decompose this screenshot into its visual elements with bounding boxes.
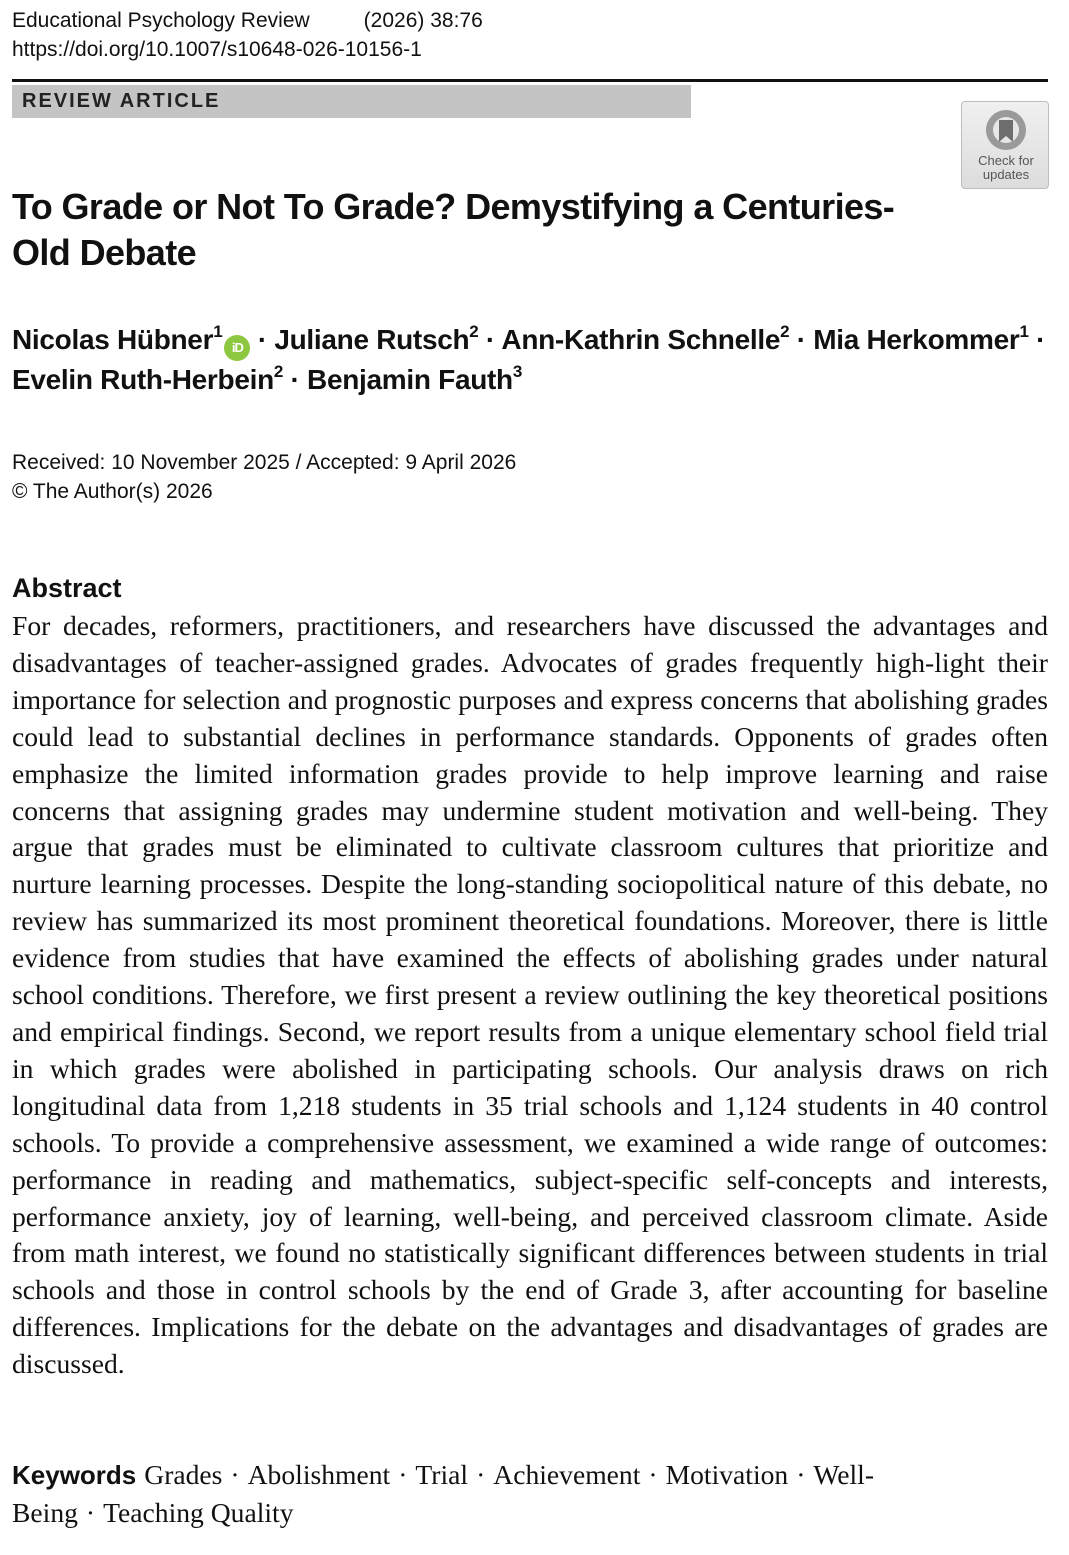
check-for-updates-button[interactable] [961, 101, 1049, 189]
author-name: Evelin Ruth-Herbein [12, 364, 274, 395]
keyword: Teaching Quality [103, 1497, 294, 1528]
keyword-separator: · [476, 1459, 486, 1490]
crossmark-label: Check for updates [978, 153, 1034, 182]
journal-header [12, 8, 483, 34]
article-title: To Grade or Not To Grade? Demystifying a Centuries-Old Debate [12, 186, 895, 273]
author[interactable] [813, 324, 1028, 355]
author-affiliation: 2 [469, 322, 479, 341]
author-separator: · [250, 324, 275, 355]
author-separator: · [1028, 324, 1046, 355]
author[interactable] [307, 364, 522, 395]
keywords-section [12, 1456, 1012, 1531]
keywords-label: Keywords [12, 1460, 137, 1490]
author-affiliation: 1 [1019, 322, 1029, 341]
keyword-separator: · [230, 1459, 240, 1490]
author-affiliation: 2 [780, 322, 790, 341]
author-name: Ann-Kathrin Schnelle [501, 324, 781, 355]
author-list [12, 321, 1062, 399]
author-name: Nicolas Hübner [12, 324, 214, 355]
keyword-separator: · [85, 1497, 96, 1528]
author-separator: · [283, 364, 308, 395]
copyright-notice: © The Author(s) 2026 [12, 480, 213, 503]
author-name: Benjamin Fauth [307, 364, 513, 395]
author-affiliation: 2 [273, 362, 284, 381]
author-name: Mia Herkommer [813, 324, 1020, 355]
keyword: Trial [415, 1459, 469, 1490]
keyword: Achievement [493, 1459, 641, 1490]
keyword: Grades [144, 1459, 223, 1490]
publication-dates [12, 448, 516, 506]
orcid-icon[interactable]: iD [224, 335, 250, 361]
header-rule [12, 79, 1048, 82]
author-affiliation: 3 [512, 362, 523, 381]
volume-info: (2026) 38:76 [363, 9, 483, 32]
keyword: Abolishment [247, 1459, 391, 1490]
author[interactable] [12, 364, 283, 395]
article-type-banner: REVIEW ARTICLE [12, 85, 691, 118]
crossmark-icon [980, 106, 1032, 154]
keyword-separator: · [796, 1459, 806, 1490]
journal-name: Educational Psychology Review [12, 9, 310, 32]
keywords-list [12, 1459, 874, 1528]
author-separator: · [789, 324, 814, 355]
author-name: Juliane Rutsch [274, 324, 470, 355]
author[interactable] [12, 324, 250, 355]
author-affiliation: 1 [213, 322, 223, 341]
keyword: Well-Being [12, 1459, 875, 1528]
author[interactable] [274, 324, 478, 355]
keyword-separator: · [398, 1459, 408, 1490]
received-accepted-date: Received: 10 November 2025 / Accepted: 9 April 2026 [12, 451, 517, 474]
abstract-text: For decades, reformers, practitioners, and researchers have discussed the advantages and disadvantages of teacher-assigned grades. Advocates of grades frequently high-light their importance for selection and prognostic purposes and express concerns that abolishing grades could lead to substantial declines in performance standards. Opponents of grades often emphasize the limited information grades provide to help improve learning and raise concerns that assigning grades may undermine student motivation and well-being. They argue that grades must be eliminated to cultivate classroom cultures that prioritize and nurture learning processes. Despite the long-standing sociopolitical nature of this debate, no review has summarized its most prominent theoretical foundations. Moreover, there is little evidence from studies that have examined the effects of abolishing grades under natural school conditions. Therefore, we first present a review outlining the key theoretical positions and empirical findings. Second, we report results from a unique elementary school field trial in which grades were abolished in participating schools. Our analysis draws on rich longitudinal data from 1,218 students in 35 trial schools and 1,124 students in 40 control schools. To provide a comprehensive assessment, we examined a wide range of outcomes: performance in reading and mathematics, subject-specific self-concepts and interests, performance anxiety, joy of learning, well-being, and perceived classroom climate. Aside from math interest, we found no statistically significant differences between students in trial schools and those in control schools by the end of Grade 3, after accounting for baseline differences. Implications for the debate on the advantages and disadvantages of grades are discussed. [12, 610, 1048, 1380]
abstract-heading: Abstract [12, 573, 122, 603]
doi-link[interactable]: https://doi.org/10.1007/s10648-026-10156-1 [12, 38, 422, 61]
author-separator: · [478, 324, 502, 355]
keyword-separator: · [648, 1459, 658, 1490]
keyword: Motivation [665, 1459, 789, 1490]
author[interactable] [501, 324, 789, 355]
